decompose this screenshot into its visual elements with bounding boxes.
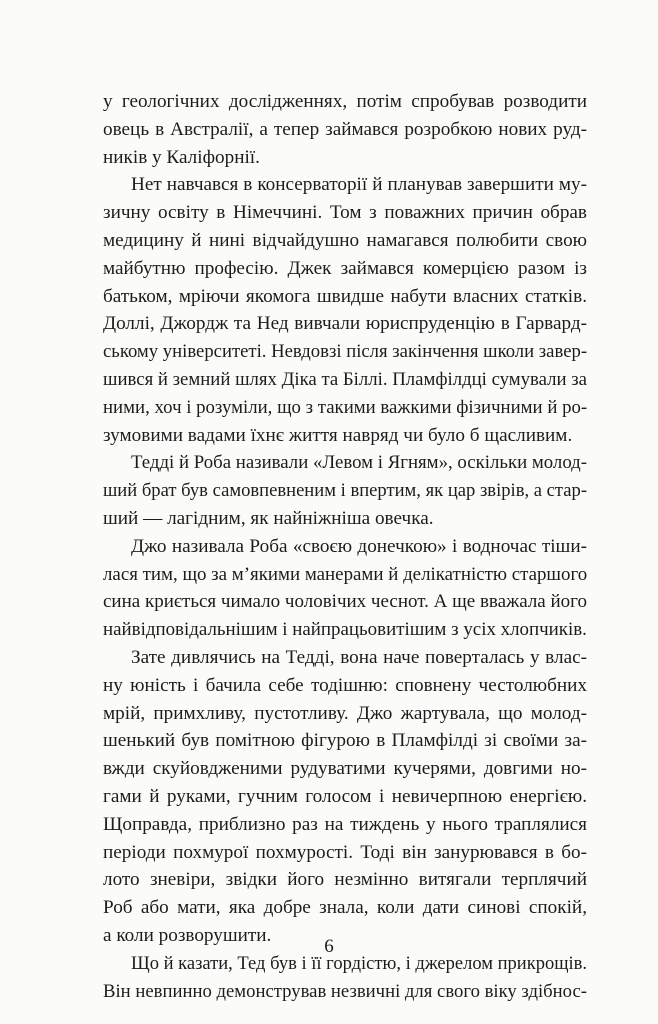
paragraph — [103, 533, 587, 644]
text-line: найвідповідальнішим і найпрацьовитішим з усіх хлопчиків. — [103, 619, 587, 641]
text-line: ший брат був самовпевненим і впертим, як цар звірів, а стар- — [103, 480, 587, 502]
text-line: лото зневіри, звідки його незмінно витягали терплячий — [103, 869, 587, 891]
text-line: батьком, мріючи якомога швидше набути власних статків. — [103, 285, 587, 307]
text-line: Щоправда, приблизно раз на тиждень у нього траплялися — [103, 813, 587, 835]
text-line: сина криється чимало чоловічих чеснот. А ще вважала його — [103, 591, 587, 613]
text-line: ському університеті. Невдовзі після закінчення школи завер- — [103, 341, 588, 363]
text-line: шився й земний шлях Діка та Біллі. Пламфілдці сумували за — [103, 368, 587, 390]
paragraph — [103, 644, 587, 950]
text-line: Що й казати, Тед був і її гордістю, і джерелом прикрощів. — [131, 952, 588, 974]
text-line: ників у Каліфорнії. — [103, 146, 260, 168]
text-line: Доллі, Джордж та Нед вивчали юриспруденцію в Гарвард- — [103, 313, 587, 335]
text-line: Він невпинно демонстрував незвичні для свого віку здібнос- — [103, 980, 588, 1002]
text-line: Роб або мати, яка добре знала, коли дати синові спокій, — [103, 897, 587, 919]
text-line: майбутню професію. Джек займався комерцією разом із — [103, 257, 587, 279]
text-line: овець в Австралії, а тепер займався розробкою нових руд- — [103, 118, 587, 140]
paragraph — [103, 171, 587, 449]
text-line: Джо називала Роба «своєю донечкою» і водночас тіши- — [131, 535, 587, 557]
text-line: у геологічних дослідженнях, потім спробував розводити — [103, 91, 587, 112]
text-line: Нет навчався в консерваторії й планував завершити му- — [131, 174, 587, 196]
paragraph — [103, 449, 587, 532]
text-line: вжди скуйовдженими рудуватими кучерями, довгими но- — [103, 758, 587, 780]
text-line: Тедді й Роба називали «Левом і Ягням», оскільки молод- — [131, 452, 588, 474]
text-line: зумовими вадами їхнє життя навряд чи було б щасливим. — [103, 424, 573, 446]
text-line: гами й руками, гучним голосом і невичерпною енергією. — [103, 785, 587, 807]
text-line: медицину й нині відчайдушно намагався полюбити свою — [103, 229, 587, 251]
text-line: ну юність і бачила себе тодішню: сповнену честолюбних — [103, 674, 587, 696]
text-line: шенький був помітною фігурою в Пламфілді зі своїми за- — [103, 730, 587, 752]
body-text — [103, 88, 587, 1005]
paragraph — [103, 88, 587, 171]
paragraph — [103, 950, 587, 1006]
page-number: 6 — [324, 936, 334, 957]
text-line: лася тим, що за м’якими манерами й делікатністю старшого — [103, 563, 588, 585]
text-line: Зате дивлячись на Тедді, вона наче поверталась у влас- — [131, 646, 587, 668]
text-line: ший — лагідним, як найніжніша овечка. — [103, 507, 434, 529]
text-line: ними, хоч і розуміли, що з такими важкими фізичними й ро- — [103, 396, 588, 418]
text-line: а коли розворушити. — [103, 924, 272, 946]
text-line: періоди похмурої похмурості. Тоді він занурювався в бо- — [103, 841, 587, 863]
text-line: мрій, примхливу, пустотливу. Джо жартувала, що молод- — [103, 702, 587, 724]
text-line: зичну освіту в Німеччині. Том з поважних причин обрав — [103, 202, 587, 224]
